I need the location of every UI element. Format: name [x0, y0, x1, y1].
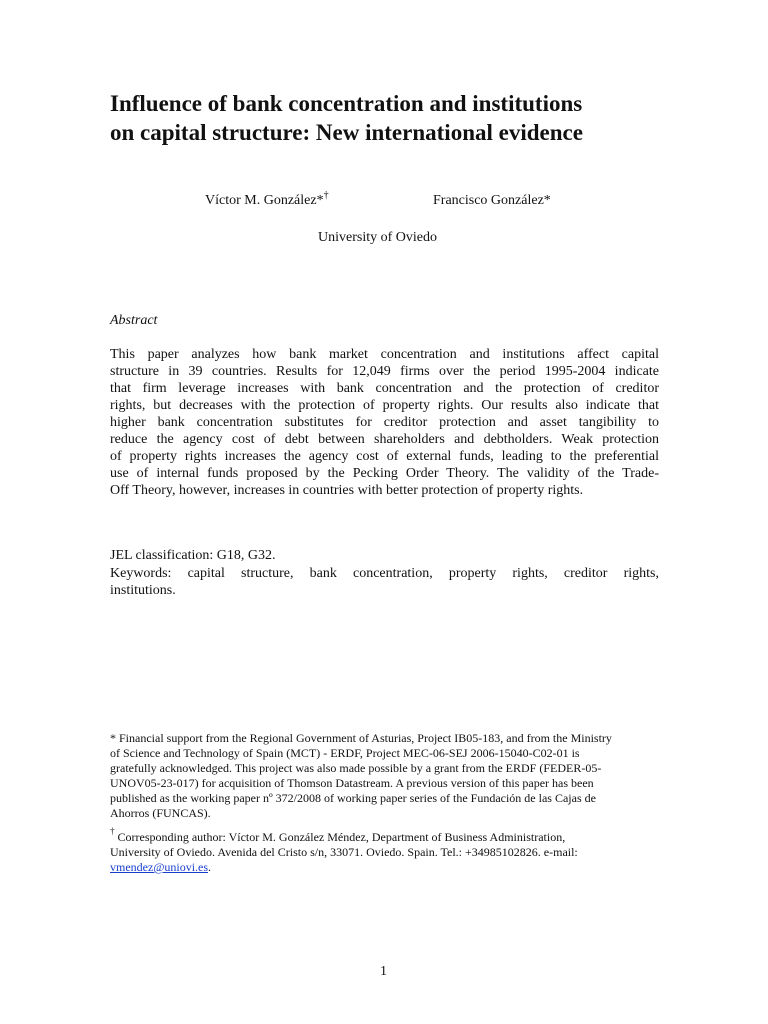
abstract-body [110, 346, 659, 499]
author-name [433, 193, 551, 209]
footnote-text: Corresponding author: Víctor M. González Méndez, Department of Business Administration, [114, 830, 566, 844]
author-name [205, 190, 329, 209]
paper-title-line: on capital structure: New international evidence [110, 120, 583, 145]
footnote-line: gratefully acknowledged. This project was also made possible by a grant from the ERDF (FEDER-05- [110, 761, 602, 775]
footnote-line [110, 860, 670, 875]
abstract-line: This paper analyzes how bank market concentration and institutions affect capital [110, 347, 659, 362]
abstract-line: Off Theory, however, increases in countries with better protection of property rights. [110, 483, 584, 498]
author-name-text: Víctor M. González* [205, 193, 324, 208]
abstract-line: use of internal funds proposed by the Pecking Order Theory. The validity of the Trade- [110, 466, 659, 481]
paper-title [110, 89, 670, 147]
corresponding-author-mark: † [323, 190, 329, 201]
footnote-line: UNOV05-23-017) for acquisition of Thomson Datastream. A previous version of this paper has been [110, 776, 594, 790]
abstract-line: higher bank concentration substitutes for creditor protection and asset tangibility to [110, 415, 659, 430]
abstract-line: that firm leverage increases with bank concentration and the protection of creditor [110, 381, 659, 396]
author-name-text: Francisco González* [433, 193, 551, 208]
keywords [110, 565, 659, 599]
keywords-line: Keywords: capital structure, bank concentration, property rights, creditor rights, [110, 566, 659, 581]
abstract-line: of property rights increases the agency cost of external funds, leading to the preferential [110, 449, 659, 464]
jel-classification: JEL classification: G18, G32. [110, 548, 276, 563]
abstract-heading: Abstract [110, 313, 158, 328]
affiliation: University of Oviedo [318, 230, 437, 245]
footnote-line: Ahorros (FUNCAS). [110, 806, 211, 820]
abstract-line: rights, but decreases with the protection of property rights. Our results also indicate that [110, 398, 659, 413]
page-number: 1 [380, 964, 387, 979]
footnote-line: published as the working paper nº 372/2008 of working paper series of the Fundación de las Cajas de [110, 791, 596, 805]
footnote-line: University of Oviedo. Avenida del Cristo s/n, 33071. Oviedo. Spain. Tel.: +34985102826. e-mail: [110, 845, 578, 859]
footnote-mark: † [110, 826, 115, 836]
abstract-line: reduce the agency cost of debt between shareholders and debtholders. Weak protection [110, 432, 659, 447]
footnote-line: * Financial support from the Regional Government of Asturias, Project IB05-183, and from the Ministry [110, 731, 612, 745]
email-link[interactable]: vmendez@uniovi.es [110, 860, 209, 874]
paper-title-line: Influence of bank concentration and institutions [110, 91, 583, 116]
abstract-line: structure in 39 countries. Results for 12,049 firms over the period 1995-2004 indicate [110, 364, 659, 379]
keywords-line: institutions. [110, 583, 176, 598]
funding-footnote [110, 731, 670, 821]
footnote-text: . [208, 860, 212, 874]
corresponding-author-footnote [110, 826, 670, 875]
footnote-line [110, 826, 670, 845]
footnote-line: of Science and Technology of Spain (MCT) - ERDF, Project MEC-06-SEJ 2006-15040-C02-01 is [110, 746, 580, 760]
